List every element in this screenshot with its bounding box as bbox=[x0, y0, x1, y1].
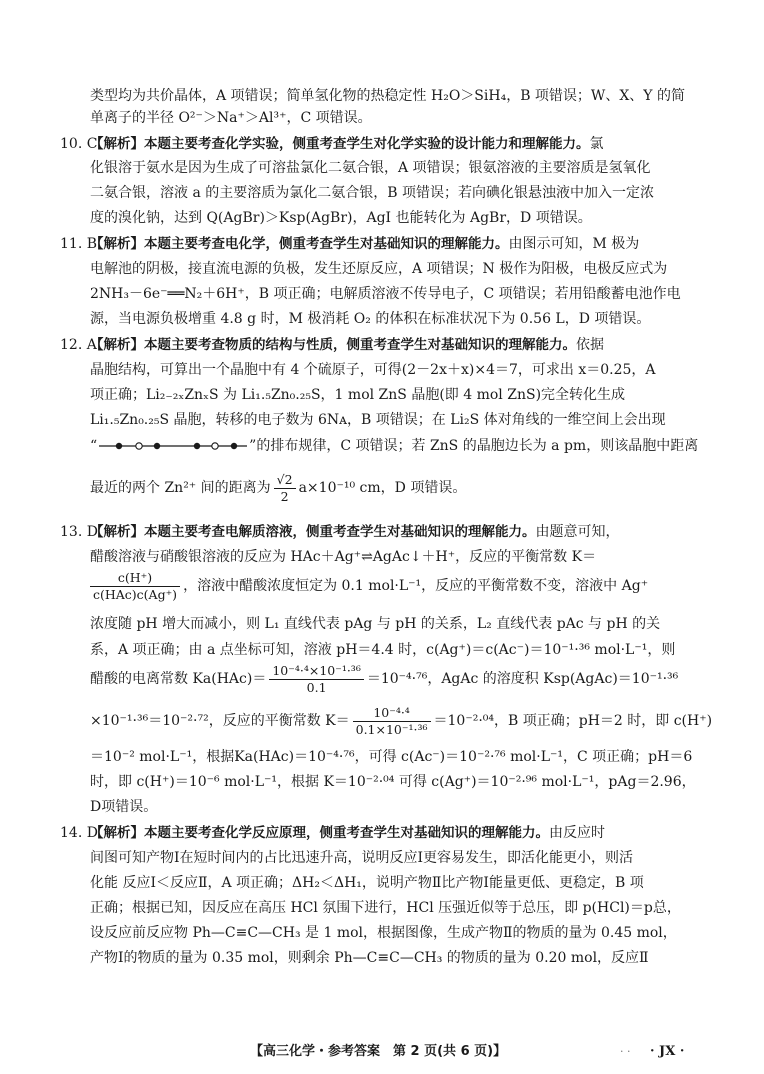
q12-line: Li₁.₅Zn₀.₂₅S 晶胞，转移的电子数为 6Nᴀ，B 项错误；在 Li₂S 体对角线的一维空间上会出现 bbox=[90, 412, 666, 428]
q13-line: D项错误。 bbox=[90, 799, 158, 815]
fraction-denominator: 0.1×10⁻¹·³⁶ bbox=[355, 721, 428, 737]
q12-header bbox=[60, 335, 690, 355]
fraction-denominator: 2 bbox=[280, 488, 289, 504]
q11-analysis-tag: 【解析】本题主要考查电化学，侧重考查学生对基础知识的理解能力。 bbox=[90, 236, 509, 252]
ionization-constant-fraction bbox=[269, 663, 363, 696]
chain-filled-atom bbox=[154, 443, 160, 449]
q13-analysis-tag: 【解析】本题主要考查电解质溶液，侧重考查学生对基础知识的理解能力。 bbox=[90, 524, 536, 540]
q14-header bbox=[60, 823, 690, 843]
q10-header bbox=[60, 134, 690, 154]
q14-line: 正确；根据已知，因反应在高压 HCl 氛围下进行，HCl 压强近似等于总压，即 p(HCl)＝p总， bbox=[90, 900, 681, 916]
fraction-numerator: √2 bbox=[274, 472, 296, 489]
q14-line: 设反应前反应物 Ph—C≡C—CH₃ 是 1 mol，根据图像，生成产物Ⅱ的物质的量为 0.45 mol， bbox=[90, 925, 677, 941]
q13-line-ka bbox=[90, 661, 690, 697]
fraction-numerator: c(H⁺) bbox=[90, 570, 180, 587]
q14-line: 间图可知产物Ⅰ在短时间内的占比迅速升高，说明反应Ⅰ更容易发生，即活化能更小，则活 bbox=[90, 850, 634, 866]
q13-number: 13. D bbox=[60, 524, 98, 540]
q12-line: 晶胞结构，可算出一个晶胞中有 4 个硫原子，可得(2－2x＋x)×4＝7，可求出 x＝0.25，A bbox=[90, 362, 656, 378]
q9-line-2: 单离子的半径 O²⁻＞Na⁺＞Al³⁺，C 项错误。 bbox=[90, 110, 372, 126]
q12-chain-after: ”的排布规律，C 项错误；若 ZnS 的晶胞边长为 a pm，则该晶胞中距离 bbox=[249, 438, 699, 454]
q10-line: 化银溶于氨水是因为生成了可溶盐氯化二氨合银，A 项错误；银氨溶液的主要溶质是氢氧化 bbox=[90, 160, 651, 176]
q11-first-tail: 由图示可知，M 极为 bbox=[508, 236, 640, 252]
chain-filled-atom bbox=[116, 443, 122, 449]
q13-l6-after: ＝10⁻⁴·⁷⁶，AgAc 的溶度积 Ksp(AgAc)＝10⁻¹·³⁶ bbox=[366, 671, 679, 687]
chain-open-atom bbox=[136, 443, 142, 449]
q9-line-1: 类型均为共价晶体，A 项错误；简单氢化物的热稳定性 H₂O＞SiH₄，B 项错误；W、X、Y 的简 bbox=[90, 88, 685, 104]
q14-line: 化能 反应Ⅰ＜反应Ⅱ，A 项正确；ΔH₂＜ΔH₁，说明产物Ⅱ比产物Ⅰ能量更低、更稳定，B 项 bbox=[90, 875, 644, 891]
fraction-numerator: 10⁻⁴·⁴×10⁻¹·³⁶ bbox=[269, 663, 363, 680]
q14-first-tail: 由反应时 bbox=[549, 825, 605, 841]
q13-l7-after: ＝10⁻²·⁰⁴，B 项正确；pH＝2 时，即 c(H⁺) bbox=[433, 713, 713, 729]
footer-page-info: 【高三化学・参考答案 第 2 页(共 6 页)】 bbox=[250, 1044, 507, 1059]
q13-line-k bbox=[90, 703, 713, 739]
q14-line: 产物Ⅰ的物质的量为 0.35 mol，则剩余 Ph—C≡C—CH₃ 的物质的量为 0.20 mol，反应Ⅱ bbox=[90, 950, 649, 966]
q10-analysis-tag: 【解析】本题主要考查化学实验，侧重考查学生对化学实验的设计能力和理解能力。 bbox=[90, 136, 590, 152]
fraction-denominator: 0.1 bbox=[306, 679, 327, 695]
q11-line: 2NH₃－6e⁻══N₂＋6H⁺，B 项正确；电解质溶液不传导电子，C 项错误；若用铅酸蓄电池作电 bbox=[90, 286, 681, 302]
q10-line: 度的溴化钠，达到 Q(AgBr)＞Ksp(AgBr)，AgI 也能转化为 AgBr，D 项错误。 bbox=[90, 210, 592, 226]
reaction-constant-fraction bbox=[353, 705, 431, 738]
q10-number: 10. C bbox=[60, 136, 98, 152]
q12-number: 12. A bbox=[60, 337, 97, 353]
q12-analysis-tag: 【解析】本题主要考查物质的结构与性质，侧重考查学生对基础知识的理解能力。 bbox=[90, 337, 576, 353]
q10-line: 二氨合银，溶液 a 的主要溶质为氯化二氨合银，B 项错误；若向碘化银悬浊液中加入一定浓 bbox=[90, 185, 654, 201]
footer-dots: · · bbox=[620, 1045, 631, 1058]
q13-first-tail: 由题意可知， bbox=[535, 524, 620, 540]
fraction-denominator: c(HAc)c(Ag⁺) bbox=[93, 586, 178, 602]
chain-filled-atom bbox=[231, 443, 237, 449]
q14-number: 14. D bbox=[60, 825, 98, 841]
q12-last-before: 最近的两个 Zn²⁺ 间的距离为 bbox=[90, 480, 271, 496]
equilibrium-constant-fraction bbox=[90, 570, 180, 603]
atom-arrangement-diagram bbox=[97, 440, 249, 452]
fraction-numerator: 10⁻⁴·⁴ bbox=[353, 705, 431, 722]
q11-number: 11. B bbox=[60, 236, 98, 252]
distance-fraction bbox=[274, 472, 296, 505]
q12-chain-open-quote: “ bbox=[90, 438, 98, 454]
chain-filled-atom bbox=[194, 443, 200, 449]
q13-line: 时，即 c(H⁺)＝10⁻⁶ mol·L⁻¹，根据 K＝10⁻²·⁰⁴ 可得 c(Ag⁺)＝10⁻²·⁹⁶ mol·L⁻¹，pAg＝2.96， bbox=[90, 774, 696, 790]
q13-l7-before: ×10⁻¹·³⁶＝10⁻²·⁷²，反应的平衡常数 K＝ bbox=[90, 713, 350, 729]
q11-header bbox=[60, 234, 690, 254]
q13-line: 浓度随 pH 增大而减小，则 L₁ 直线代表 pAg 与 pH 的关系，L₂ 直线代表 pAc 与 pH 的关 bbox=[90, 616, 661, 632]
q12-line: 项正确；Li₂₋₂ₓZnₓS 为 Li₁.₅Zn₀.₂₅S，1 mol ZnS 晶胞(即 4 mol ZnS)完全转化生成 bbox=[90, 387, 626, 403]
q13-l6-before: 醋酸的电离常数 Ka(HAc)＝ bbox=[90, 671, 267, 687]
q12-chain-line bbox=[90, 436, 699, 456]
q12-last-line bbox=[90, 470, 690, 506]
q13-line: 醋酸溶液与硝酸银溶液的反应为 HAc＋Ag⁺⇌AgAc↓＋H⁺，反应的平衡常数 K＝ bbox=[90, 549, 597, 565]
q10-first-tail: 氯 bbox=[589, 136, 604, 152]
footer-code: · JX · bbox=[650, 1044, 685, 1059]
q13-line-frac bbox=[90, 568, 690, 604]
q14-analysis-tag: 【解析】本题主要考查化学反应原理，侧重考查学生对基础知识的理解能力。 bbox=[90, 825, 549, 841]
chain-open-atom bbox=[212, 443, 218, 449]
q12-last-after: a×10⁻¹⁰ cm，D 项错误。 bbox=[298, 480, 467, 496]
page-footer bbox=[0, 1040, 764, 1064]
q11-line: 源，当电源负极增重 4.8 g 时，M 极消耗 O₂ 的体积在标准状况下为 0.56 L，D 项错误。 bbox=[90, 311, 651, 327]
q12-first-tail: 依据 bbox=[576, 337, 604, 353]
q13-line: 系，A 项正确；由 a 点坐标可知，溶液 pH＝4.4 时，c(Ag⁺)＝c(Ac⁻)＝10⁻¹·³⁶ mol·L⁻¹，则 bbox=[90, 642, 676, 658]
q13-l3-after: ，溶液中醋酸浓度恒定为 0.1 mol·L⁻¹，反应的平衡常数不变，溶液中 Ag⁺ bbox=[183, 578, 649, 594]
q13-line: ＝10⁻² mol·L⁻¹，根据Ka(HAc)＝10⁻⁴·⁷⁶，可得 c(Ac⁻)＝10⁻²·⁷⁶ mol·L⁻¹，C 项正确；pH＝6 bbox=[90, 749, 693, 765]
q13-header bbox=[60, 522, 690, 542]
q11-line: 电解池的阴极，接直流电源的负极，发生还原反应，A 项错误；N 极作为阳极，电极反应式为 bbox=[90, 261, 668, 277]
